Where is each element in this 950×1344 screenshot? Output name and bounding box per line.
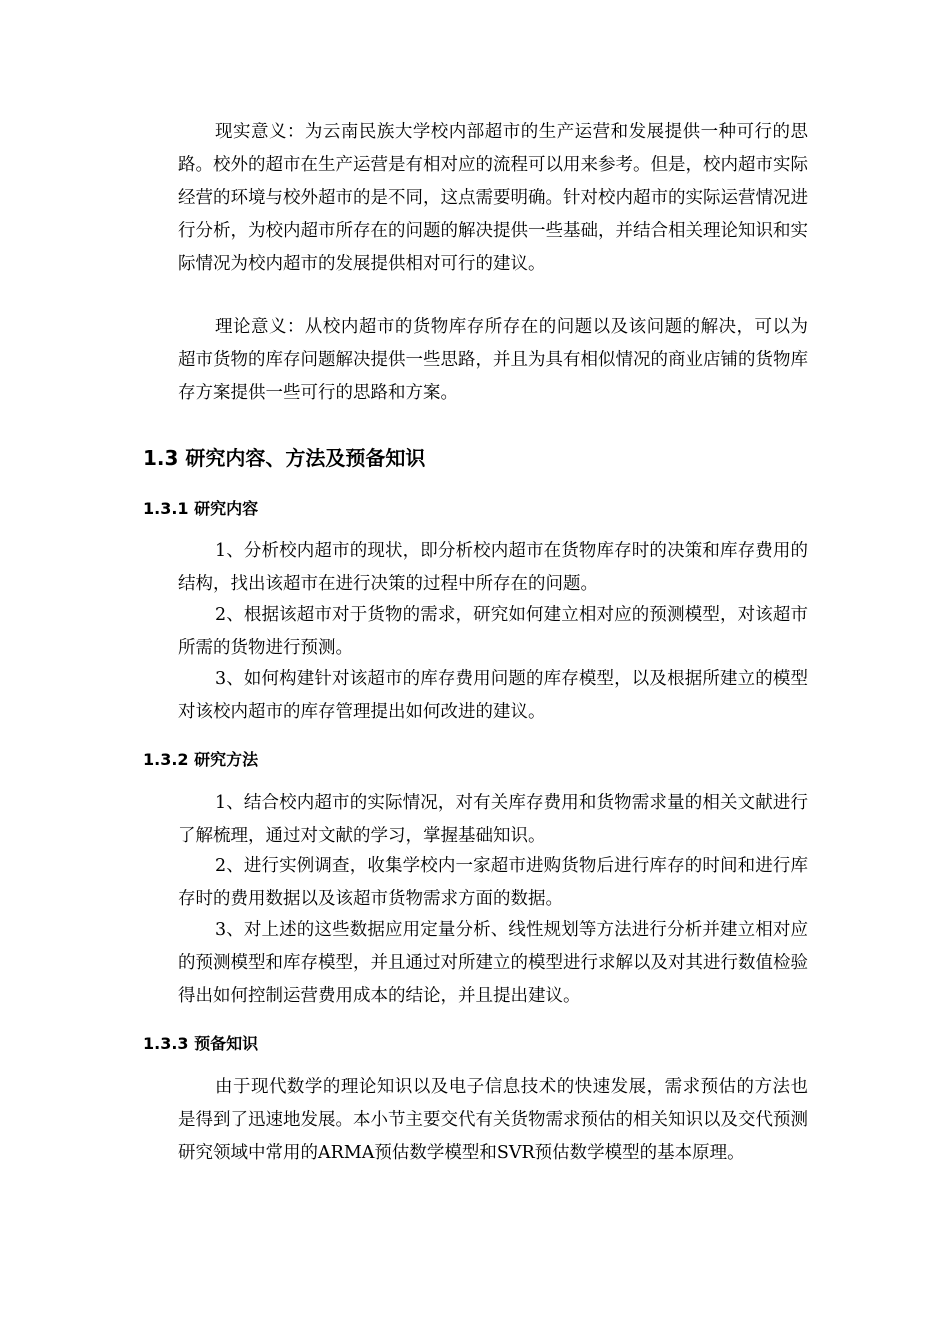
content-item-2: 2、根据该超市对于货物的需求，研究如何建立相对应的预测模型，对该超市所需的货物进行预测。 [178,605,808,658]
content-item-1: 1、分析校内超市的现状，即分析校内超市在货物库存时的决策和库存费用的结构，找出该超市在进行决策的过程中所存在的问题。 [178,541,808,594]
section-heading-1-3: 1.3 研究内容、方法及预备知识 [143,446,426,470]
theoretical-significance-paragraph: 理论意义：从校内超市的货物库存所存在的问题以及该问题的解决，可以为超市货物的库存问题解决提供一些思路，并且为具有相似情况的商业店铺的货物库存方案提供一些可行的思路和方案。 [178,317,808,403]
preliminaries-paragraph: 由于现代数学的理论知识以及电子信息技术的快速发展，需求预估的方法也是得到了迅速地发展。本小节主要交代有关货物需求预估的相关知识以及交代预测研究领域中常用的ARMA预估数学模型和SVR预估数学模型的基本原理。 [178,1077,808,1163]
practical-significance-paragraph: 现实意义：为云南民族大学校内部超市的生产运营和发展提供一种可行的思路。校外的超市在生产运营是有相对应的流程可以用来参考。但是，校内超市实际经营的环境与校外超市的是不同，这点需要明确。针对校内超市的实际运营情况进行分析，为校内超市所存在的问题的解决提供一些基础，并结合相关理论知识和实际情况为校内超市的发展提供相对可行的建议。 [178,122,808,274]
subsection-heading-1-3-3: 1.3.3 预备知识 [143,1034,259,1053]
method-item-2: 2、进行实例调查，收集学校内一家超市进购货物后进行库存的时间和进行库存时的费用数据以及该超市货物需求方面的数据。 [178,856,808,909]
subsection-heading-1-3-2: 1.3.2 研究方法 [143,750,259,769]
content-item-3: 3、如何构建针对该超市的库存费用问题的库存模型，以及根据所建立的模型对该校内超市的库存管理提出如何改进的建议。 [178,669,808,722]
method-item-3: 3、对上述的这些数据应用定量分析、线性规划等方法进行分析并建立相对应的预测模型和库存模型，并且通过对所建立的模型进行求解以及对其进行数值检验得出如何控制运营费用成本的结论，并且提出建议。 [178,920,808,1006]
method-item-1: 1、结合校内超市的实际情况，对有关库存费用和货物需求量的相关文献进行了解梳理，通过对文献的学习，掌握基础知识。 [178,793,808,846]
subsection-heading-1-3-1: 1.3.1 研究内容 [143,499,259,518]
